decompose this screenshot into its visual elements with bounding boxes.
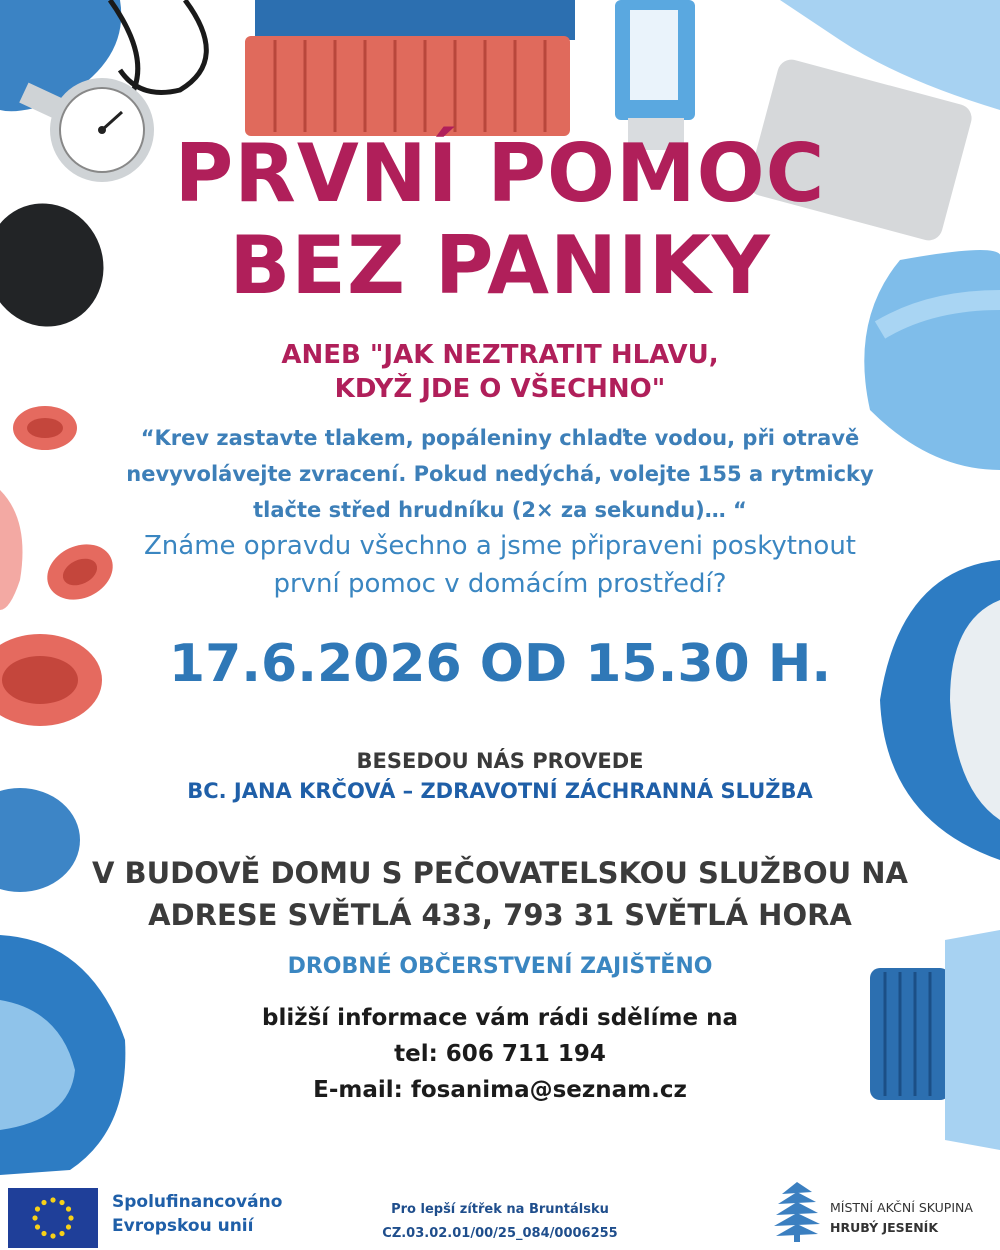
quote-line-2: nevyvolávejte zvracení. Pokud nedýchá, volejte 155 a rytmicky xyxy=(126,462,874,486)
venue-address xyxy=(60,852,940,936)
first-aid-quote xyxy=(90,420,910,528)
subtitle xyxy=(0,338,1000,406)
page-title xyxy=(0,128,1000,312)
venue-line-2: ADRESE SVĚTLÁ 433, 793 31 SVĚTLÁ HORA xyxy=(148,898,852,932)
mas-name xyxy=(830,1198,973,1238)
title-line-2: BEZ PANIKY xyxy=(229,219,771,312)
project-code: CZ.03.02.01/00/25_084/0006255 xyxy=(382,1226,618,1241)
question-line-1: Známe opravdu všechno a jsme připraveni poskytnout xyxy=(143,531,856,561)
quote-line-1: “Krev zastavte tlakem, popáleniny chlaďte vodou, při otravě xyxy=(140,426,860,450)
guide-name: BC. JANA KRČOVÁ – ZDRAVOTNÍ ZÁCHRANNÁ SLUŽBA xyxy=(187,779,813,803)
project-slogan xyxy=(330,1198,670,1246)
eu-line-1: Spolufinancováno xyxy=(112,1192,283,1212)
mas-tree-logo-icon xyxy=(772,1180,822,1242)
venue-line-1: V BUDOVĚ DOMU S PEČOVATELSKOU SLUŽBOU NA xyxy=(91,856,909,890)
title-line-1: PRVNÍ POMOC xyxy=(174,127,826,220)
event-date: 17.6.2026 OD 15.30 H. xyxy=(168,634,832,694)
mas-line-2: HRUBÝ JESENÍK xyxy=(830,1220,939,1235)
eu-line-2: Evropskou unií xyxy=(112,1216,254,1236)
contact-phone[interactable]: tel: 606 711 194 xyxy=(394,1041,606,1067)
guide-label: BESEDOU NÁS PROVEDE xyxy=(356,749,644,773)
slogan-text: Pro lepší zítřek na Bruntálsku xyxy=(391,1202,609,1217)
question-line-2: první pomoc v domácím prostředí? xyxy=(273,569,727,599)
subtitle-line-2: KDYŽ JDE O VŠECHNO" xyxy=(334,374,666,404)
intro-question xyxy=(80,527,920,603)
quote-line-3: tlačte střed hrudníku (2× za sekundu)… “ xyxy=(253,498,747,522)
contact-intro: bližší informace vám rádi sdělíme na xyxy=(261,1005,739,1031)
refreshments-note: DROBNÉ OBČERSTVENÍ ZAJIŠTĚNO xyxy=(287,954,713,979)
eu-flag-icon xyxy=(8,1188,98,1248)
mas-line-1: MÍSTNÍ AKČNÍ SKUPINA xyxy=(830,1200,973,1215)
contact-info xyxy=(0,1000,1000,1108)
subtitle-line-1: ANEB "JAK NEZTRATIT HLAVU, xyxy=(281,340,719,370)
contact-email[interactable]: E-mail: fosanima@seznam.cz xyxy=(313,1077,687,1103)
eu-cofinancing-text xyxy=(112,1190,282,1238)
